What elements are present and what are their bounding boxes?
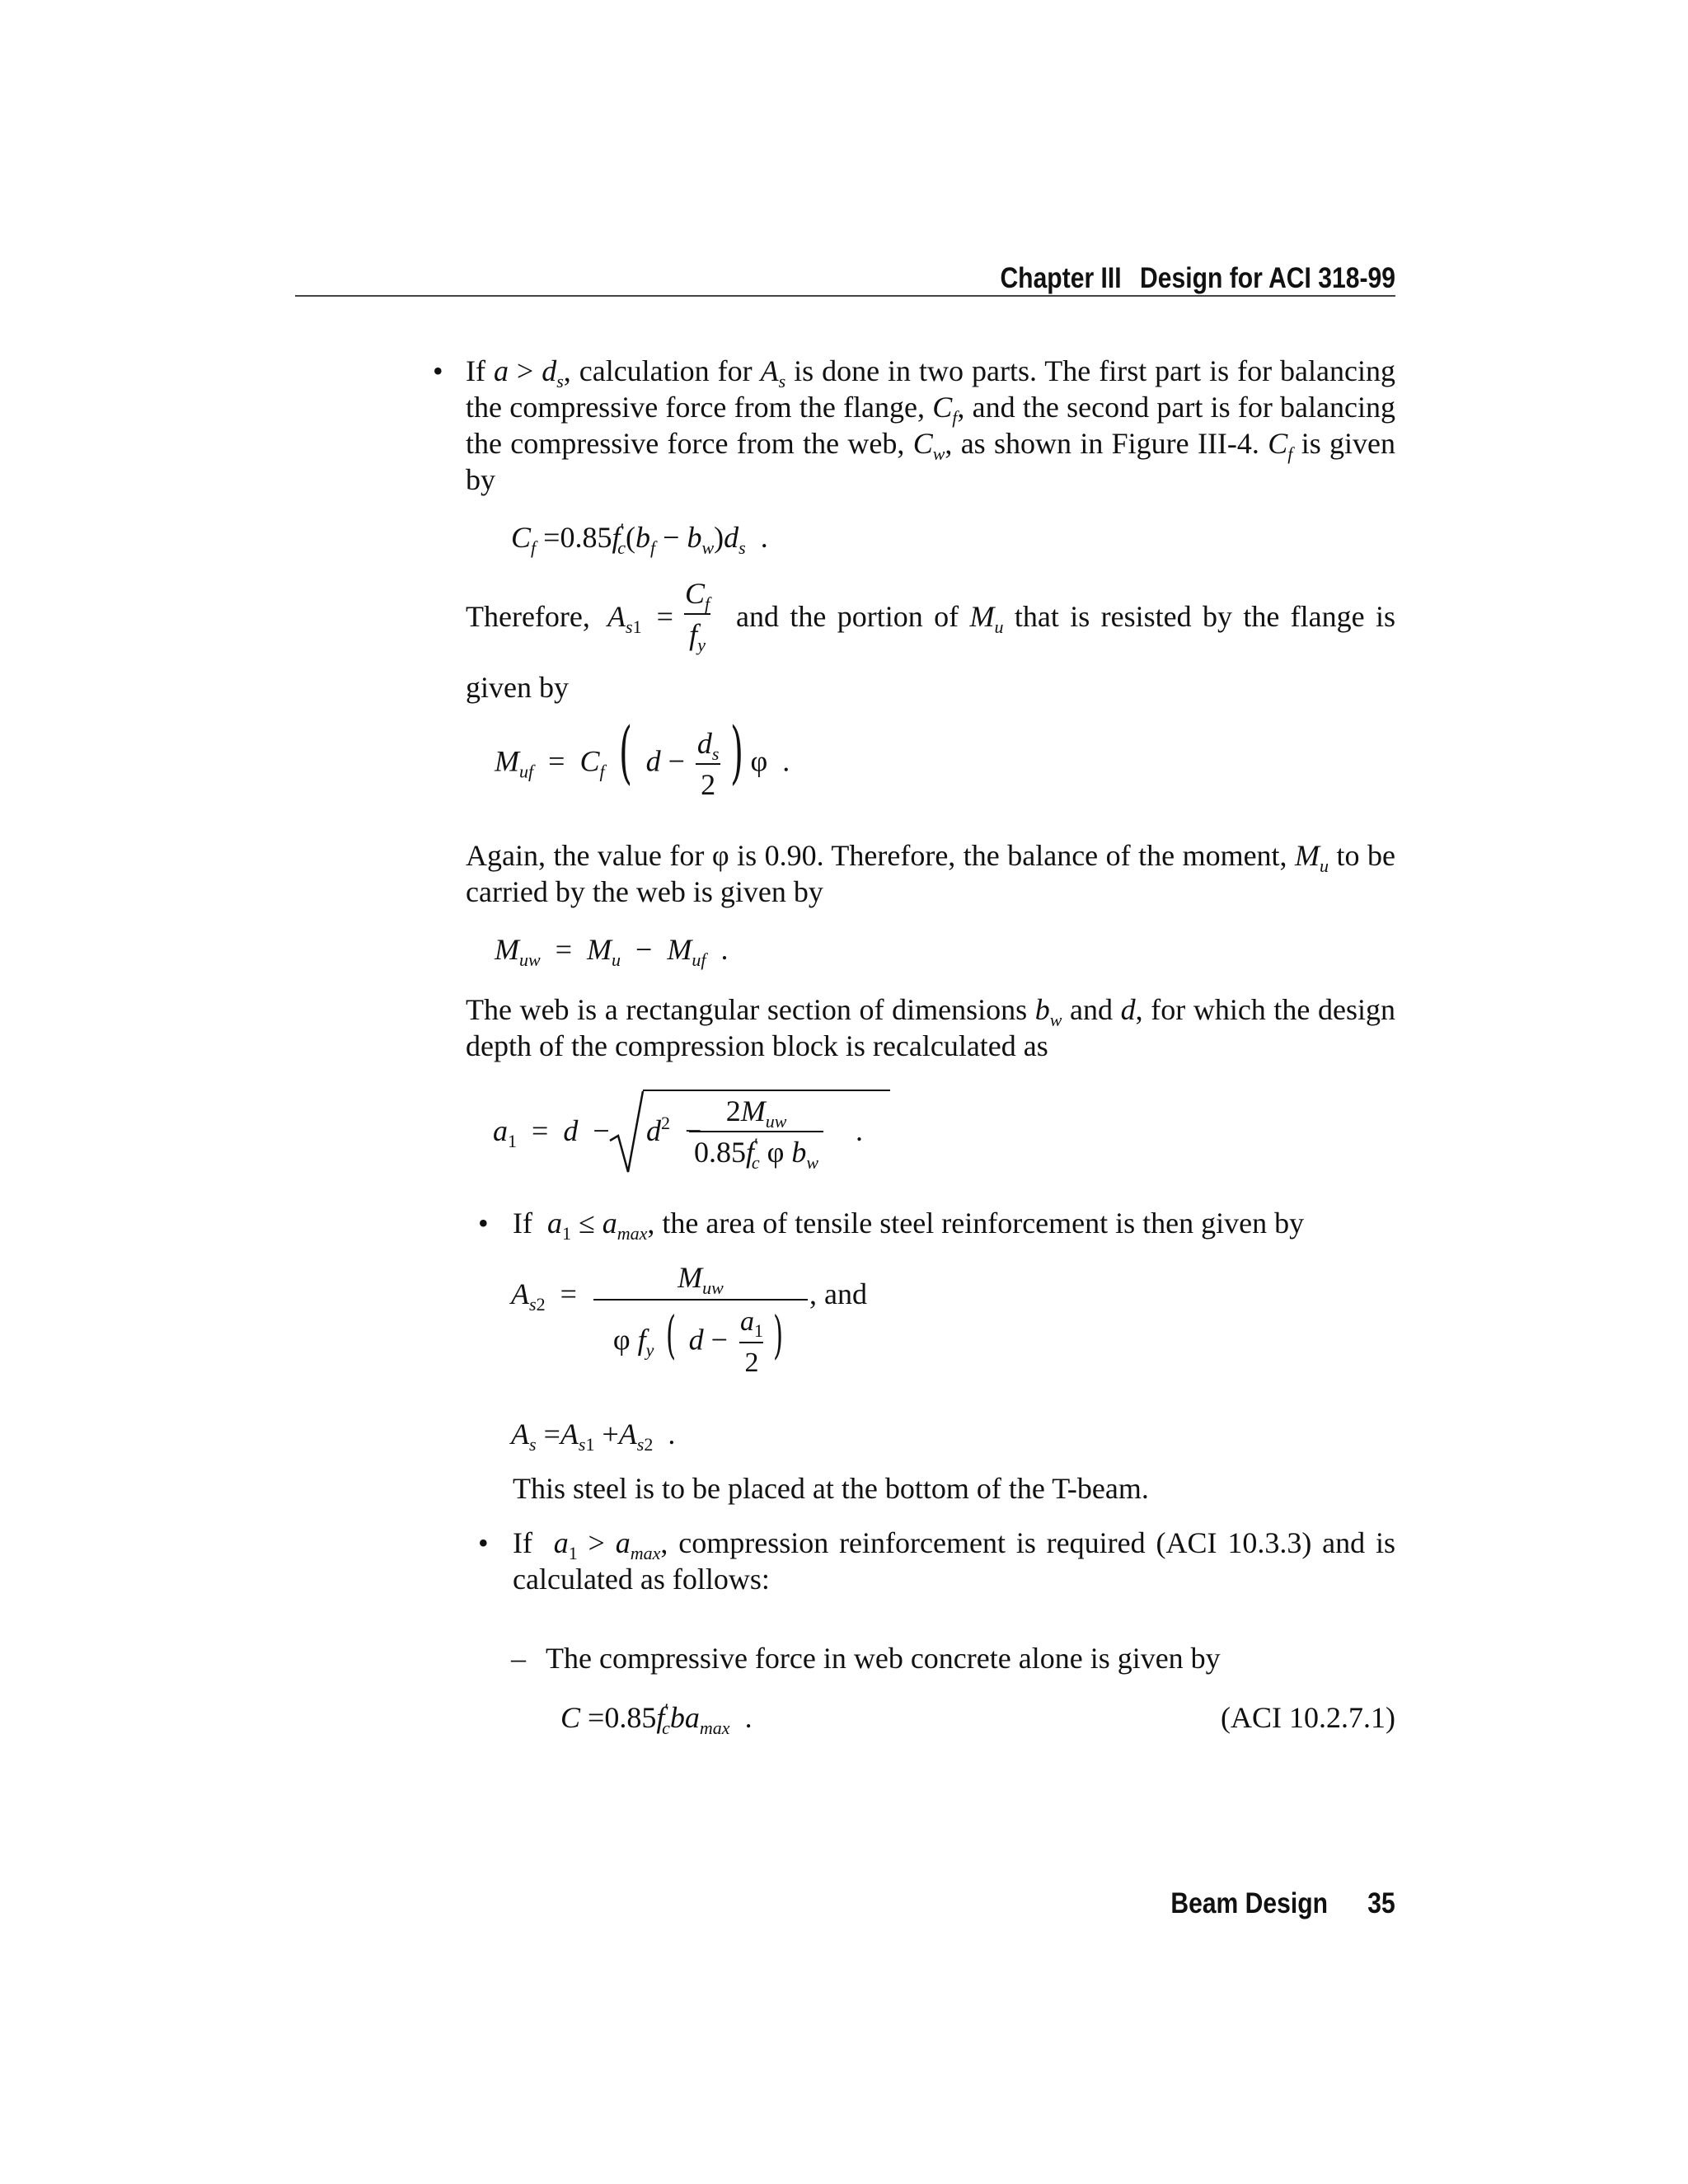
condition-a1-gt-amax: If $a_1 > a_{max}$, compression reinforcement is required (ACI 10.3.3) and is calculated as follows: <box>513 1526 1396 1596</box>
equation-as-total: $A_s =A_{s1} +A_{s2}$ . <box>511 1418 676 1455</box>
equation-as2: $A_{s2}$ = $M_{uw}$ φ $f_y$ ( d − $\frac{a_1}{2}$ ) , and <box>511 1259 1006 1383</box>
chapter-label: Chapter III <box>1000 262 1122 294</box>
chapter-title: Design for ACI 318-99 <box>1139 262 1395 294</box>
bullet-3: • <box>478 1526 489 1559</box>
equation-muw: $M_{uw} = M_u - M_{uf}$ . <box>495 933 729 970</box>
equation-c: $C =0.85f'_cba_{max}$ . <box>560 1699 753 1738</box>
dash-text: The compressive force in web concrete alone is given by <box>546 1642 1221 1675</box>
running-footer <box>1171 1887 1395 1920</box>
paragraph-again: Again, the value for φ is 0.90. Therefore, the balance of the moment, $M_u$ to be carried by the web is given by <box>466 839 1395 908</box>
header-rule <box>295 295 1395 297</box>
aci-reference: (ACI 10.2.7.1) <box>1221 1701 1395 1734</box>
condition-a1-le-amax: If $a_1 \le a_{max}$, the area of tensile steel reinforcement is then given by <box>513 1207 1305 1244</box>
equation-muf: $M_{uf} = C_f$ ( d − $\frac{d_s}{2}$ ) φ . <box>495 714 790 801</box>
bullet-2: • <box>478 1207 489 1240</box>
bullet-1: • <box>433 354 443 387</box>
running-header <box>449 262 1395 295</box>
sqrt-sign <box>608 1090 645 1175</box>
footer-section: Beam Design <box>1170 1887 1329 1919</box>
dash-marker: – <box>511 1642 526 1675</box>
paragraph-web: The web is a rectangular section of dimensions $b_w$ and d, for which the design depth of the compression block is recalculated as <box>466 993 1396 1062</box>
page-number: 35 <box>1367 1887 1395 1919</box>
equation-cf: $C_f =0.85f'_c(b_f - b_w)d_s$ . <box>511 519 768 558</box>
given-by: given by <box>466 671 569 704</box>
therefore-line: Therefore, $A_{s1}$ = $\frac{C_f}{f_y}$ and the portion of $M_u$ that is resisted by the flange is <box>466 577 1396 655</box>
steel-note: This steel is to be placed at the bottom of the T-beam. <box>513 1472 1149 1505</box>
paragraph-intro: If $a > d_s$, calculation for $A_s$ is done in two parts. The first part is for balancing the compressive force from the flange, $C_f$, and the second part is for balancing the compressive force from the web, $C_w$, as shown in Figure III-4. $C_f$ is given by <box>466 354 1395 496</box>
equation-a1: $a_1 = d$ − $d^2$ − $\frac{2M_{uw}}{0.85f'_c \varphi b_w}$ . <box>493 1086 905 1177</box>
